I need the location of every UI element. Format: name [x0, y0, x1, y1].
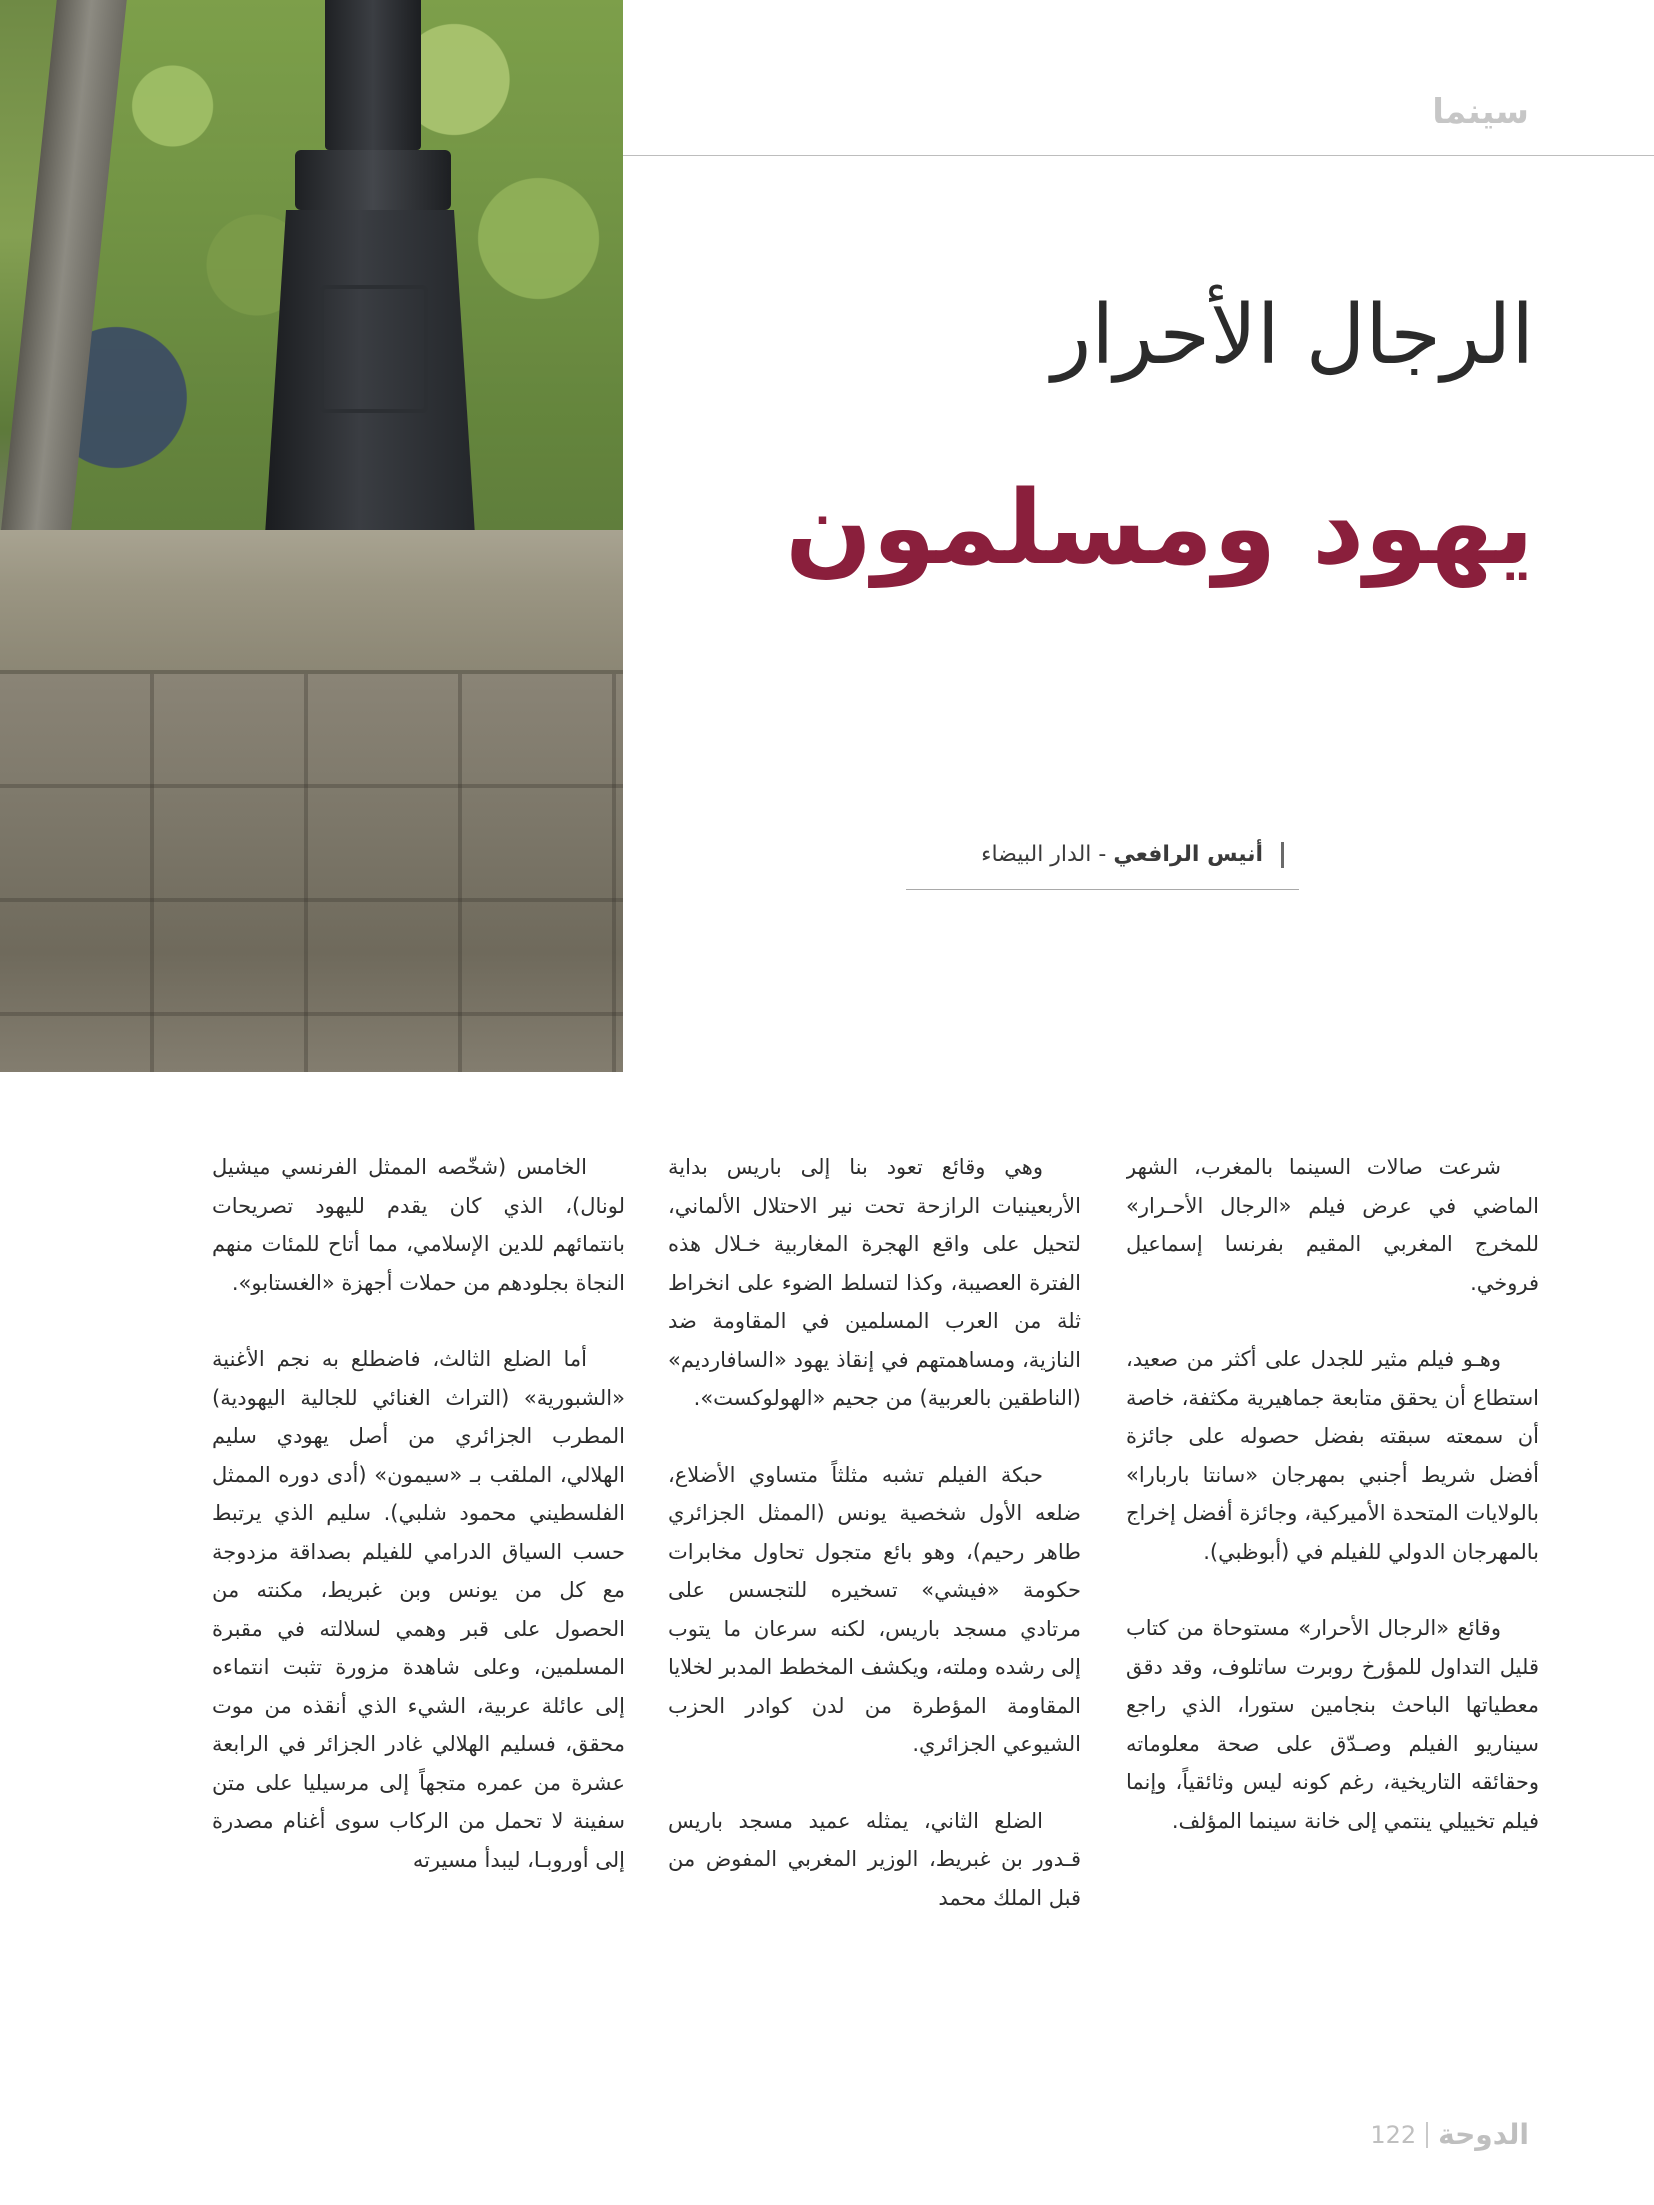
header-rule	[623, 155, 1654, 156]
column-middle	[668, 1148, 1081, 2048]
paragraph: وهي وقائع تعود بنا إلى باريس بداية الأربعينيات الرازحة تحت نير الاحتلال الألماني، لتحيل على واقع الهجرة المغاربية خـلال هذه الفترة العصيبة، وكذا لتسلط الضوء على انخراط ثلة من العرب المسلمين في المقاومة ضد النازية، ومساهمتهم في إنقاذ يهود «السافارديم» (الناطقين بالعربية) من جحيم «الهولوكست».	[668, 1155, 1081, 1410]
author-location: الدار البيضاء	[981, 842, 1092, 867]
byline-rule	[906, 889, 1299, 890]
paragraph: شرعت صالات السينما بالمغرب، الشهر الماضي في عرض فيلم «الرجال الأحـرار» للمخرج المغربي المقيم بفرنسا إسماعيل فروخي.	[1126, 1155, 1539, 1295]
byline-separator: -	[1091, 842, 1114, 867]
page-number: 122	[1370, 2120, 1417, 2149]
magazine-name: الدوحة	[1438, 2118, 1529, 2151]
paragraph: حبكة الفيلم تشبه مثلثاً متساوي الأضلاع، ضلعه الأول شخصية يونس (الممثل الجزائري طاهر رحيم)، وهو بائع متجول تحاول مخابرات حكومة «فيشي» تسخيره للتجسس على مرتادي مسجد باريس، لكنه سرعان ما يتوب إلى رشده وملته، ويكشف المخطط المدبر لخلايا المقاومة المؤطرة من لدن كوادر الحزب الشيوعي الجزائري.	[668, 1462, 1081, 1756]
paragraph: وقائع «الرجال الأحرار» مستوحاة من كتاب قليل التداول للمؤرخ روبرت ساتلوف، وقد دقق معطياتها الباحث بنجامين ستورا، الذي راجع سيناريو الفيلم وصـدّق على صحة معلوماته وحقائقه التاريخية، رغم كونه ليس وثائقياً، وإنما فيلم تخييلي ينتمي إلى خانة سينما المؤلف.	[1126, 1616, 1539, 1833]
lamp-post	[265, 0, 505, 535]
section-label: سينما	[1432, 92, 1529, 132]
article-title: الرجال الأحرار	[1051, 288, 1534, 383]
paragraph: الخامس (شخّصه الممثل الفرنسي ميشيل لونال)، الذي كان يقدم لليهود تصريحات بانتمائهم للدين الإسلامي، مما أتاح للمئات منهم النجاة بجلودهم من حملات أجهزة «الغستابو».	[212, 1155, 625, 1295]
article-photo	[0, 0, 623, 1072]
column-left	[212, 1148, 625, 2048]
paragraph: الضلع الثاني، يمثله عميد مسجد باريس قـدور بن غبريط، الوزير المغربي المفوض من قبل الملك محمد	[668, 1808, 1081, 1910]
article-subtitle: يهود ومسلمون	[785, 469, 1534, 588]
page-footer	[1370, 2118, 1529, 2151]
column-right	[1126, 1148, 1539, 2048]
stone-wall-coping	[0, 530, 623, 674]
stone-wall	[0, 674, 623, 1072]
byline	[981, 842, 1284, 868]
paragraph: وهـو فيلم مثير للجدل على أكثر من صعيد، استطاع أن يحقق متابعة جماهيرية مكثفة، خاصة أن سمعته سبقته بفضل حصوله على جائزة أفضل شريط أجنبي بمهرجان «سانتا باربارا» بالولايات المتحدة الأميركية، وجائزة أفضل إخراج بالمهرجان الدولي للفيلم في (أبوظبي).	[1126, 1347, 1539, 1564]
author-name: أنيس الرافعي	[1113, 842, 1263, 867]
paragraph: أما الضلع الثالث، فاضطلع به نجم الأغنية «الشبورية» (التراث الغنائي للجالية اليهودية) المطرب الجزائري من أصل يهودي سليم الهلالي، الملقب بـ «سيمون» (أدى دوره الممثل الفلسطيني محمود شلبي). سليم الذي يرتبط حسب السياق الدرامي للفيلم بصداقة مزدوجة مع كل من يونس وبن غبريط، مكنته من الحصول على قبر وهمي لسلالته في مقبرة المسلمين، وعلى شاهدة مزورة تثبت انتماءه إلى عائلة عربية، الشيء الذي أنقذه من موت محقق، فسليم الهلالي غادر الجزائر في الرابعة عشرة من عمره متجهاً إلى مرسيليا على متن سفينة لا تحمل من الركاب سوى أغنام مصدرة إلى أوروبـا، ليبدأ مسيرته	[212, 1347, 625, 1872]
footer-divider	[1426, 2122, 1428, 2148]
